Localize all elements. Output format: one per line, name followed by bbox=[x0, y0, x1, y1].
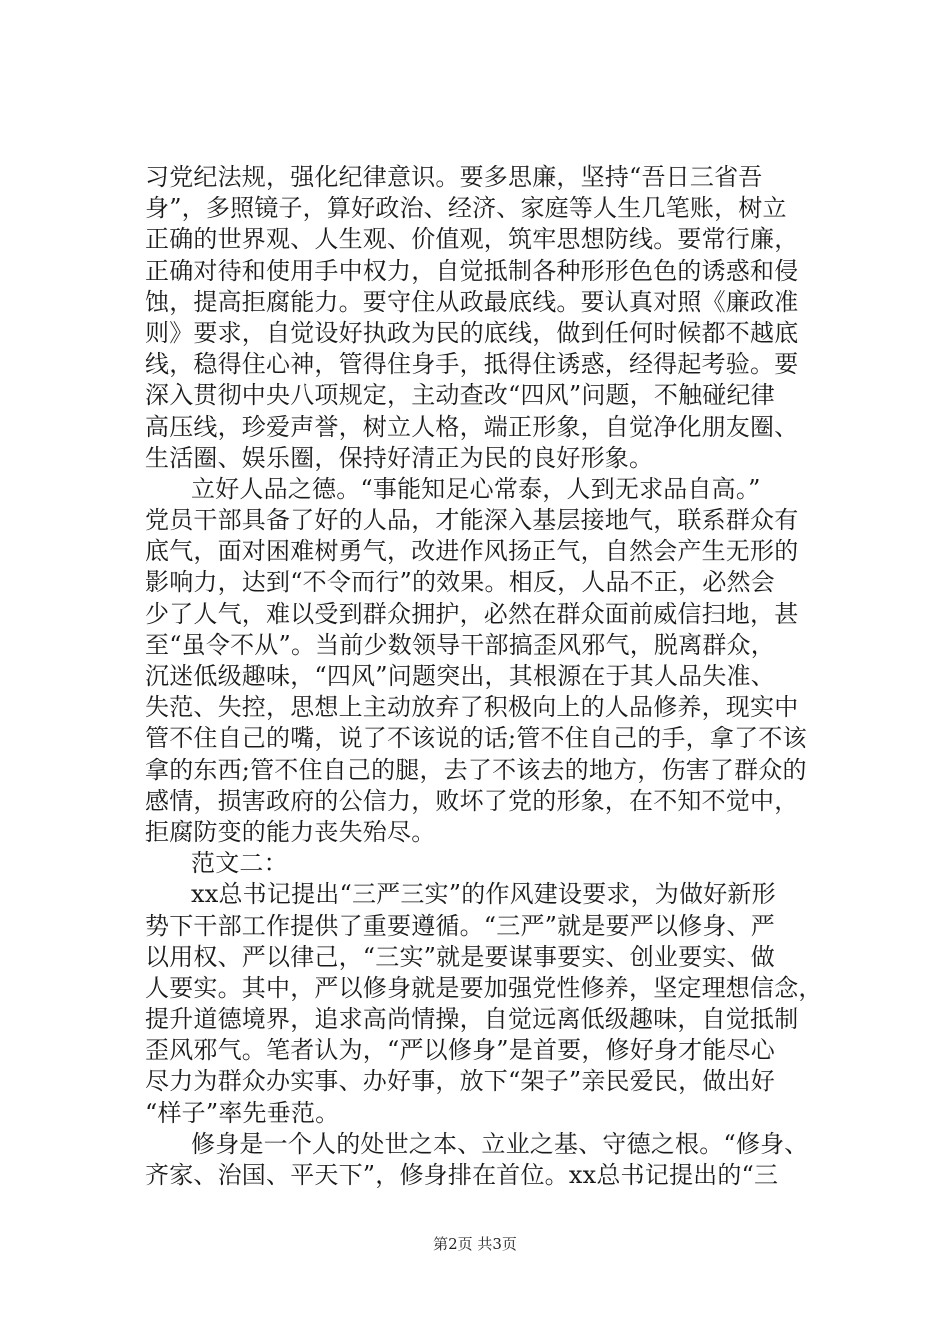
text-line: 修身是一个人的处世之本、立业之基、守德之根。“修身、 bbox=[191, 1129, 809, 1158]
text-line: 沉迷低级趣味，“四风”问题突出，其根源在于其人品失准、 bbox=[145, 662, 775, 690]
page-footer: 第2页 共3页 bbox=[433, 1235, 517, 1253]
document-body bbox=[145, 162, 825, 1191]
text-line: 拿的东西;管不住自己的腿，去了不该去的地方，伤害了群众的 bbox=[145, 755, 807, 784]
text-line: 拒腐防变的能力丧失殆尽。 bbox=[145, 817, 436, 846]
text-line: 深入贯彻中央八项规定，主动查改“四风”问题，不触碰纪律 bbox=[145, 381, 775, 410]
text-line: 提升道德境界，追求高尚情操，自觉远离低级趣味，自觉抵制 bbox=[145, 1005, 799, 1034]
text-line: 线，稳得住心神，管得住身手，抵得住诱惑，经得起考验。要 bbox=[145, 350, 799, 379]
text-line: 正确对待和使用手中权力，自觉抵制各种形形色色的诱惑和侵 bbox=[145, 256, 799, 285]
text-line: 习党纪法规，强化纪律意识。要多思廉，坚持“吾日三省吾 bbox=[145, 163, 763, 191]
text-line: 歪风邪气。笔者认为，“严以修身”是首要，修好身才能尽心 bbox=[145, 1036, 775, 1065]
text-line: 立好人品之德。“事能知足心常泰，人到无求品自高。” bbox=[191, 474, 761, 503]
text-line: 底气，面对困难树勇气，改进作风扬正气，自然会产生无形的 bbox=[145, 537, 799, 566]
text-line: 齐家、治国、平天下”，修身排在首位。xx总书记提出的“三 bbox=[145, 1161, 779, 1189]
text-line: 正确的世界观、人生观、价值观，筑牢思想防线。要常行廉， bbox=[145, 225, 799, 254]
text-line: 管不住自己的嘴，说了不该说的话;管不住自己的手，拿了不该 bbox=[145, 724, 807, 753]
text-line: “样子”率先垂范。 bbox=[145, 1098, 340, 1127]
text-line: 尽力为群众办实事、办好事，放下“架子”亲民爱民，做出好 bbox=[145, 1067, 775, 1096]
text-line: 人要实。其中，严以修身就是要加强党性修养，坚定理想信念， bbox=[145, 973, 823, 1002]
text-line: 少了人气，难以受到群众拥护，必然在群众面前威信扫地，甚 bbox=[145, 599, 799, 628]
text-line: 范文二： bbox=[191, 849, 288, 878]
text-line: 党员干部具备了好的人品，才能深入基层接地气，联系群众有 bbox=[145, 506, 799, 535]
text-line: xx总书记提出“三严三实”的作风建设要求，为做好新形 bbox=[191, 880, 776, 909]
text-line: 影响力，达到“不令而行”的效果。相反，人品不正，必然会 bbox=[145, 568, 775, 597]
text-line: 则》要求，自觉设好执政为民的底线，做到任何时候都不越底 bbox=[145, 318, 799, 347]
text-line: 身”，多照镜子，算好政治、经济、家庭等人生几笔账，树立 bbox=[145, 194, 787, 223]
text-line: 势下干部工作提供了重要遵循。“三严”就是要严以修身、严 bbox=[145, 911, 775, 940]
text-line: 蚀，提高拒腐能力。要守住从政最底线。要认真对照《廉政准 bbox=[145, 287, 799, 316]
text-line: 以用权、严以律己，“三实”就是要谋事要实、创业要实、做 bbox=[145, 942, 775, 971]
text-line: 感情，损害政府的公信力，败坏了党的形象，在不知不觉中， bbox=[145, 786, 799, 815]
text-line: 高压线，珍爱声誉，树立人格，端正形象，自觉净化朋友圈、 bbox=[145, 412, 799, 441]
text-line: 生活圈、娱乐圈，保持好清正为民的良好形象。 bbox=[145, 443, 654, 472]
text-line: 失范、失控，思想上主动放弃了积极向上的人品修养，现实中 bbox=[145, 693, 799, 722]
text-line: 至“虽令不从”。当前少数领导干部搞歪风邪气，脱离群众， bbox=[145, 630, 775, 659]
